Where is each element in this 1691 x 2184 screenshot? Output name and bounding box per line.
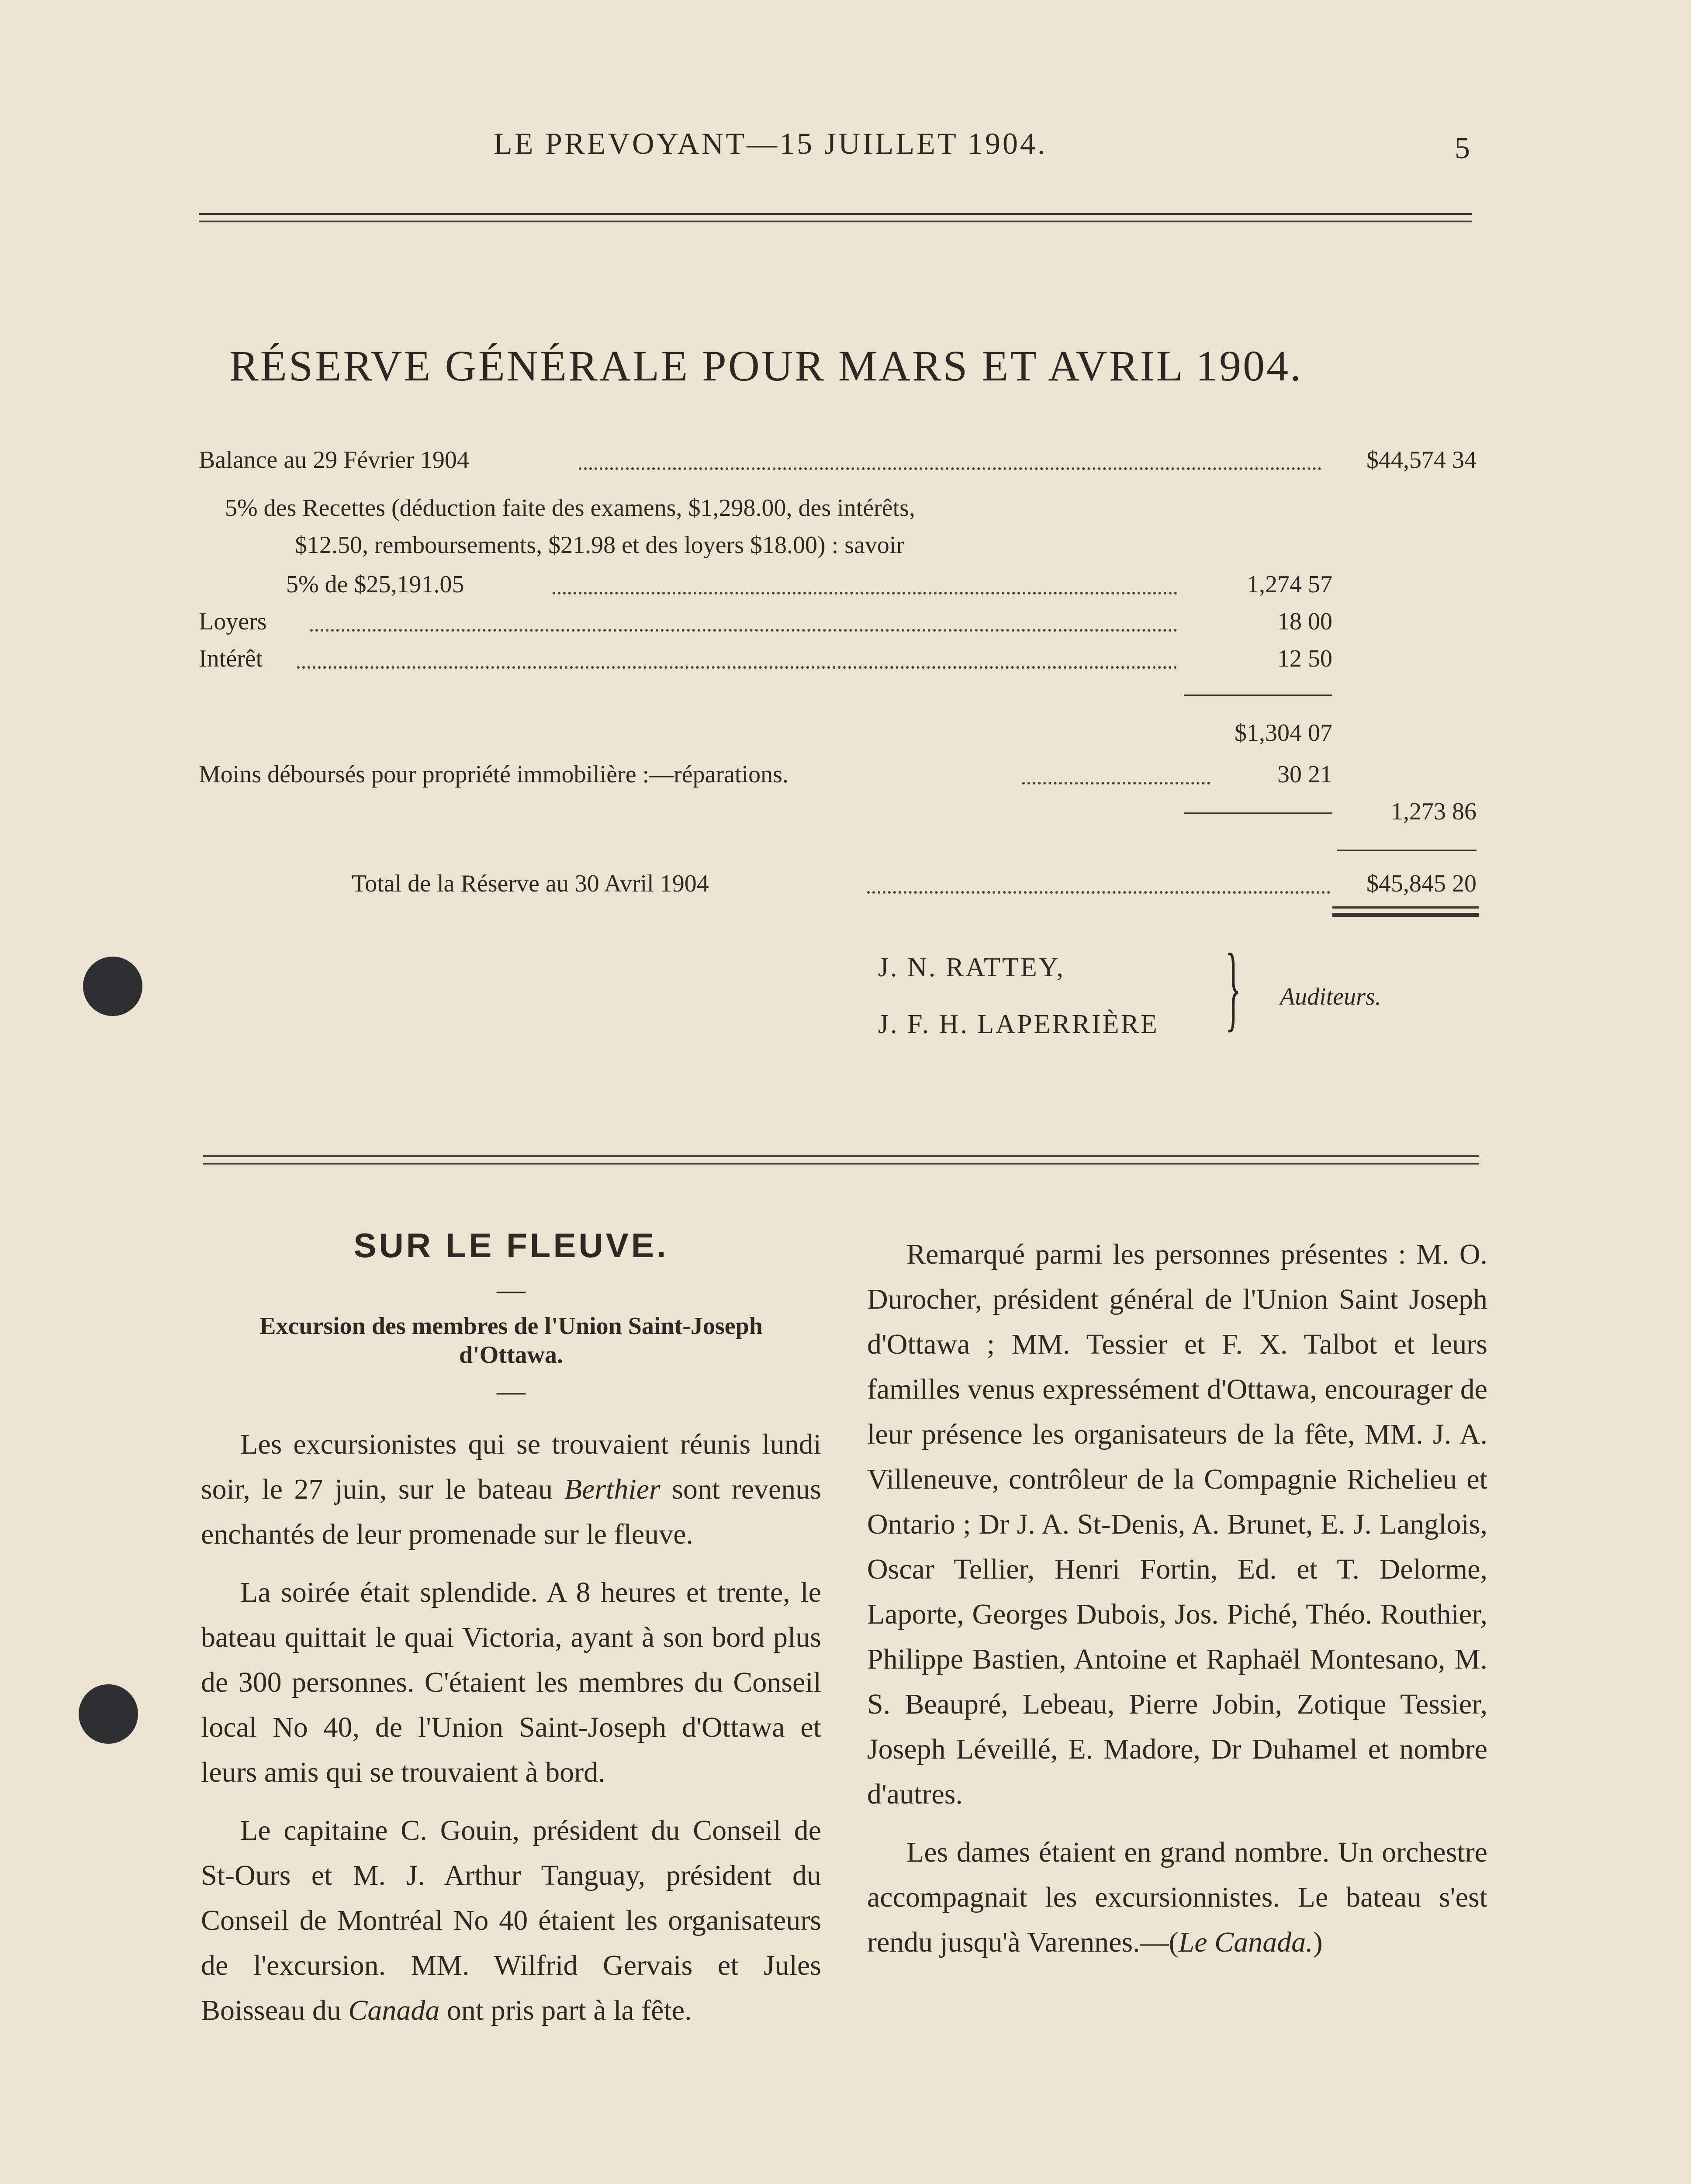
auditor-name: J. N. RATTEY,: [878, 953, 1065, 982]
interet-label: Intérêt: [199, 645, 263, 672]
section-rule-bottom: [203, 1163, 1479, 1165]
net-value: 1,273 86: [1391, 798, 1477, 825]
punch-hole-top: [83, 957, 142, 1016]
loyers-value: 18 00: [1277, 608, 1332, 635]
dot-leader: [867, 891, 1330, 894]
page-number: 5: [1455, 131, 1470, 165]
paragraph: Les excursionistes qui se trouvaient réunis lundi soir, le 27 juin, sur le bateau Berthier sont revenus enchantés de leur promenade sur le fleuve.: [201, 1428, 821, 1550]
recettes-line-1: 5% des Recettes (déduction faite des examens, $1,298.00, des intérêts,: [225, 494, 915, 522]
header-rule-bottom: [199, 221, 1472, 222]
interet-value: 12 50: [1277, 645, 1332, 672]
auditeurs-label: Auditeurs.: [1280, 983, 1381, 1010]
paragraph: La soirée était splendide. A 8 heures et trente, le bateau quittait le quai Victoria, ayant à son bord plus de 300 personnes. C'étaient les membres du Conseil local No 40, de l'Union Saint-Joseph d'Ottawa et leurs amis qui se trouvaient à bord.: [201, 1576, 821, 1788]
section-rule-top: [203, 1155, 1479, 1157]
auditor-name: J. F. H. LAPERRIÈRE: [878, 1009, 1159, 1039]
loyers-label: Loyers: [199, 608, 267, 635]
dot-leader: [297, 666, 1177, 669]
dot-leader: [579, 467, 1321, 470]
sum-rule: [1184, 695, 1332, 696]
total-underline: [1332, 906, 1479, 909]
article-column-left: [201, 1223, 821, 2046]
recettes-line-2: $12.50, remboursements, $21.98 et des loyers $18.00) : savoir: [295, 532, 905, 559]
paragraph: Remarqué parmi les personnes présentes : M. O. Durocher, président général de l'Union Saint Joseph d'Ottawa ; MM. Tessier et F. X. Talbot et leurs familles venus expressément d'Ottawa, encourager de leur présence les organisateurs de la fête, MM. J. A. Villeneuve, contrôleur de la Compagnie Richelieu et Ontario ; Dr J. A. St-Denis, A. Brunet, E. J. Langlois, Oscar Tellier, Henri Fortin, Ed. et T. Delorme, Laporte, Georges Dubois, Jos. Piché, Théo. Routhier, Philippe Bastien, Antoine et Raphaël Montesano, M. S. Beaupré, Lebeau, Pierre Jobin, Zotique Tessier, Joseph Léveillé, E. Madore, Dr Duhamel et nombre d'autres.: [867, 1238, 1487, 1810]
punch-hole-bottom: [79, 1684, 138, 1744]
newspaper-name: Le Canada.: [1178, 1926, 1313, 1958]
paragraph: Les dames étaient en grand nombre. Un orchestre accompagnait les excursionnistes. Le bateau s'est rendu jusqu'à Varennes.—(Le Canada.): [867, 1836, 1487, 1958]
brace-symbol: }: [1225, 934, 1241, 1040]
subtotal-value: $1,304 07: [1235, 719, 1332, 746]
balance-label: Balance au 29 Février 1904: [199, 446, 469, 473]
total-value: $45,845 20: [1366, 870, 1477, 897]
paragraph: Le capitaine C. Gouin, président du Conseil de St-Ours et M. J. Arthur Tanguay, président du Conseil de Montréal No 40 étaient les organisateurs de l'excursion. MM. Wilfrid Gervais et Jules Boisseau du Canada ont pris part à la fête.: [201, 1814, 821, 2026]
newspaper-name: Canada: [348, 1994, 440, 2026]
dot-leader: [310, 629, 1177, 632]
recettes-value: 1,274 57: [1247, 571, 1332, 598]
header-rule-top: [199, 213, 1472, 215]
reserve-title: RÉSERVE GÉNÉRALE POUR MARS ET AVRIL 1904.: [229, 342, 1303, 390]
balance-value: $44,574 34: [1366, 446, 1477, 473]
article-title: SUR LE FLEUVE.: [353, 1226, 669, 1265]
total-underline: [1332, 913, 1479, 917]
moins-label: Moins déboursés pour propriété immobilière :—réparations.: [199, 761, 788, 788]
separator-dash: —: [497, 1375, 526, 1407]
sum-rule: [1184, 812, 1332, 814]
running-header: LE PREVOYANT—15 JUILLET 1904.: [494, 127, 1048, 161]
ship-name: Berthier: [564, 1473, 660, 1505]
dot-leader: [1022, 782, 1210, 784]
sum-rule: [1337, 850, 1477, 851]
separator-dash: —: [497, 1274, 526, 1306]
dot-leader: [553, 592, 1177, 594]
article-column-right: [867, 1232, 1487, 1978]
recettes-line-3: 5% de $25,191.05: [286, 571, 464, 598]
article-subtitle: Excursion des membres de l'Union Saint-Joseph d'Ottawa.: [259, 1313, 763, 1368]
moins-value: 30 21: [1277, 761, 1332, 788]
total-label: Total de la Réserve au 30 Avril 1904: [352, 870, 709, 897]
